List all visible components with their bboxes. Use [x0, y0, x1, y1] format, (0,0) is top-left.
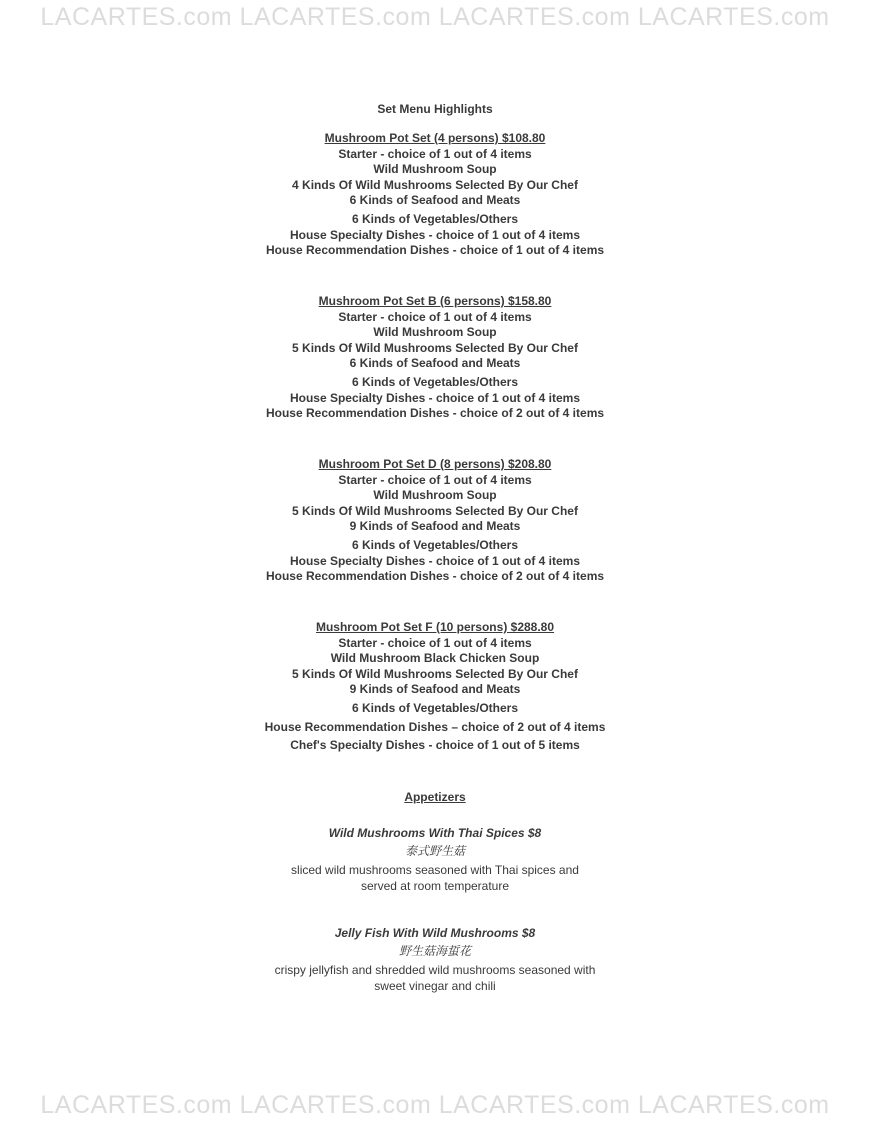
set-heading: Mushroom Pot Set (4 persons) $108.80	[324, 131, 546, 145]
set-line: 9 Kinds of Seafood and Meats	[349, 519, 521, 534]
dish-description-line: crispy jellyfish and shredded wild mushrooms seasoned with	[274, 963, 596, 977]
set-line: House Specialty Dishes - choice of 1 out of 4 items	[289, 390, 581, 405]
set-menu-10-persons	[0, 620, 870, 754]
set-line: House Recommendation Dishes - choice of 2 out of 4 items	[265, 406, 605, 421]
watermark-bottom: LACARTES.com LACARTES.com LACARTES.com LACARTES.com	[40, 1091, 830, 1119]
appetizer-item	[0, 925, 870, 994]
set-line: 9 Kinds of Seafood and Meats	[349, 682, 521, 697]
set-line: Wild Mushroom Black Chicken Soup	[330, 651, 540, 666]
set-line: Wild Mushroom Soup	[373, 325, 497, 340]
dish-name: Jelly Fish With Wild Mushrooms $8	[334, 926, 536, 940]
dish-name: Wild Mushrooms With Thai Spices $8	[328, 826, 542, 840]
watermark-top: LACARTES.com LACARTES.com LACARTES.com LACARTES.com	[40, 3, 830, 31]
set-line: 6 Kinds of Seafood and Meats	[349, 193, 521, 208]
set-heading: Mushroom Pot Set D (8 persons) $208.80	[318, 457, 552, 471]
dish-description	[0, 862, 870, 894]
set-line: 6 Kinds of Vegetables/Others	[351, 374, 519, 389]
set-line: 6 Kinds of Seafood and Meats	[349, 356, 521, 371]
set-line: 6 Kinds of Vegetables/Others	[351, 211, 519, 226]
appetizer-item	[0, 825, 870, 894]
dish-description-line: sliced wild mushrooms seasoned with Thai spices and	[291, 863, 579, 877]
dish-description	[0, 962, 870, 994]
set-line: 5 Kinds Of Wild Mushrooms Selected By Our Chef	[292, 503, 578, 518]
set-line: Starter - choice of 1 out of 4 items	[338, 472, 532, 487]
set-line: 5 Kinds Of Wild Mushrooms Selected By Our Chef	[292, 666, 578, 681]
set-line: 6 Kinds of Vegetables/Others	[351, 700, 519, 715]
set-line: Wild Mushroom Soup	[373, 488, 497, 503]
set-line: House Recommendation Dishes - choice of 1 out of 4 items	[265, 243, 605, 258]
set-line: House Recommendation Dishes - choice of 2 out of 4 items	[265, 569, 605, 584]
set-menu-6-persons	[0, 294, 870, 422]
set-line: House Specialty Dishes - choice of 1 out of 4 items	[289, 227, 581, 242]
set-line: Wild Mushroom Soup	[373, 162, 497, 177]
appetizers-heading: Appetizers	[404, 790, 466, 804]
dish-description-line: served at room temperature	[360, 879, 510, 893]
set-heading: Mushroom Pot Set B (6 persons) $158.80	[318, 294, 552, 308]
set-heading: Mushroom Pot Set F (10 persons) $288.80	[315, 620, 555, 634]
dish-chinese-name: 泰式野生菇	[404, 844, 465, 858]
page-title: Set Menu Highlights	[377, 102, 493, 116]
dish-description-line: sweet vinegar and chili	[374, 979, 496, 993]
set-line: House Specialty Dishes - choice of 1 out of 4 items	[289, 553, 581, 568]
set-menu-8-persons	[0, 457, 870, 585]
set-line: House Recommendation Dishes – choice of 2 out of 4 items	[264, 719, 606, 734]
dish-chinese-name: 野生菇海蜇花	[398, 944, 471, 958]
set-line: 6 Kinds of Vegetables/Others	[351, 537, 519, 552]
set-line: Starter - choice of 1 out of 4 items	[338, 635, 532, 650]
set-line: Starter - choice of 1 out of 4 items	[338, 309, 532, 324]
set-line: Chef's Specialty Dishes - choice of 1 out of 5 items	[290, 738, 580, 753]
set-line: 4 Kinds Of Wild Mushrooms Selected By Our Chef	[292, 177, 578, 192]
set-line: 5 Kinds Of Wild Mushrooms Selected By Our Chef	[292, 340, 578, 355]
set-menu-4-persons	[0, 131, 870, 259]
set-line: Starter - choice of 1 out of 4 items	[338, 146, 532, 161]
